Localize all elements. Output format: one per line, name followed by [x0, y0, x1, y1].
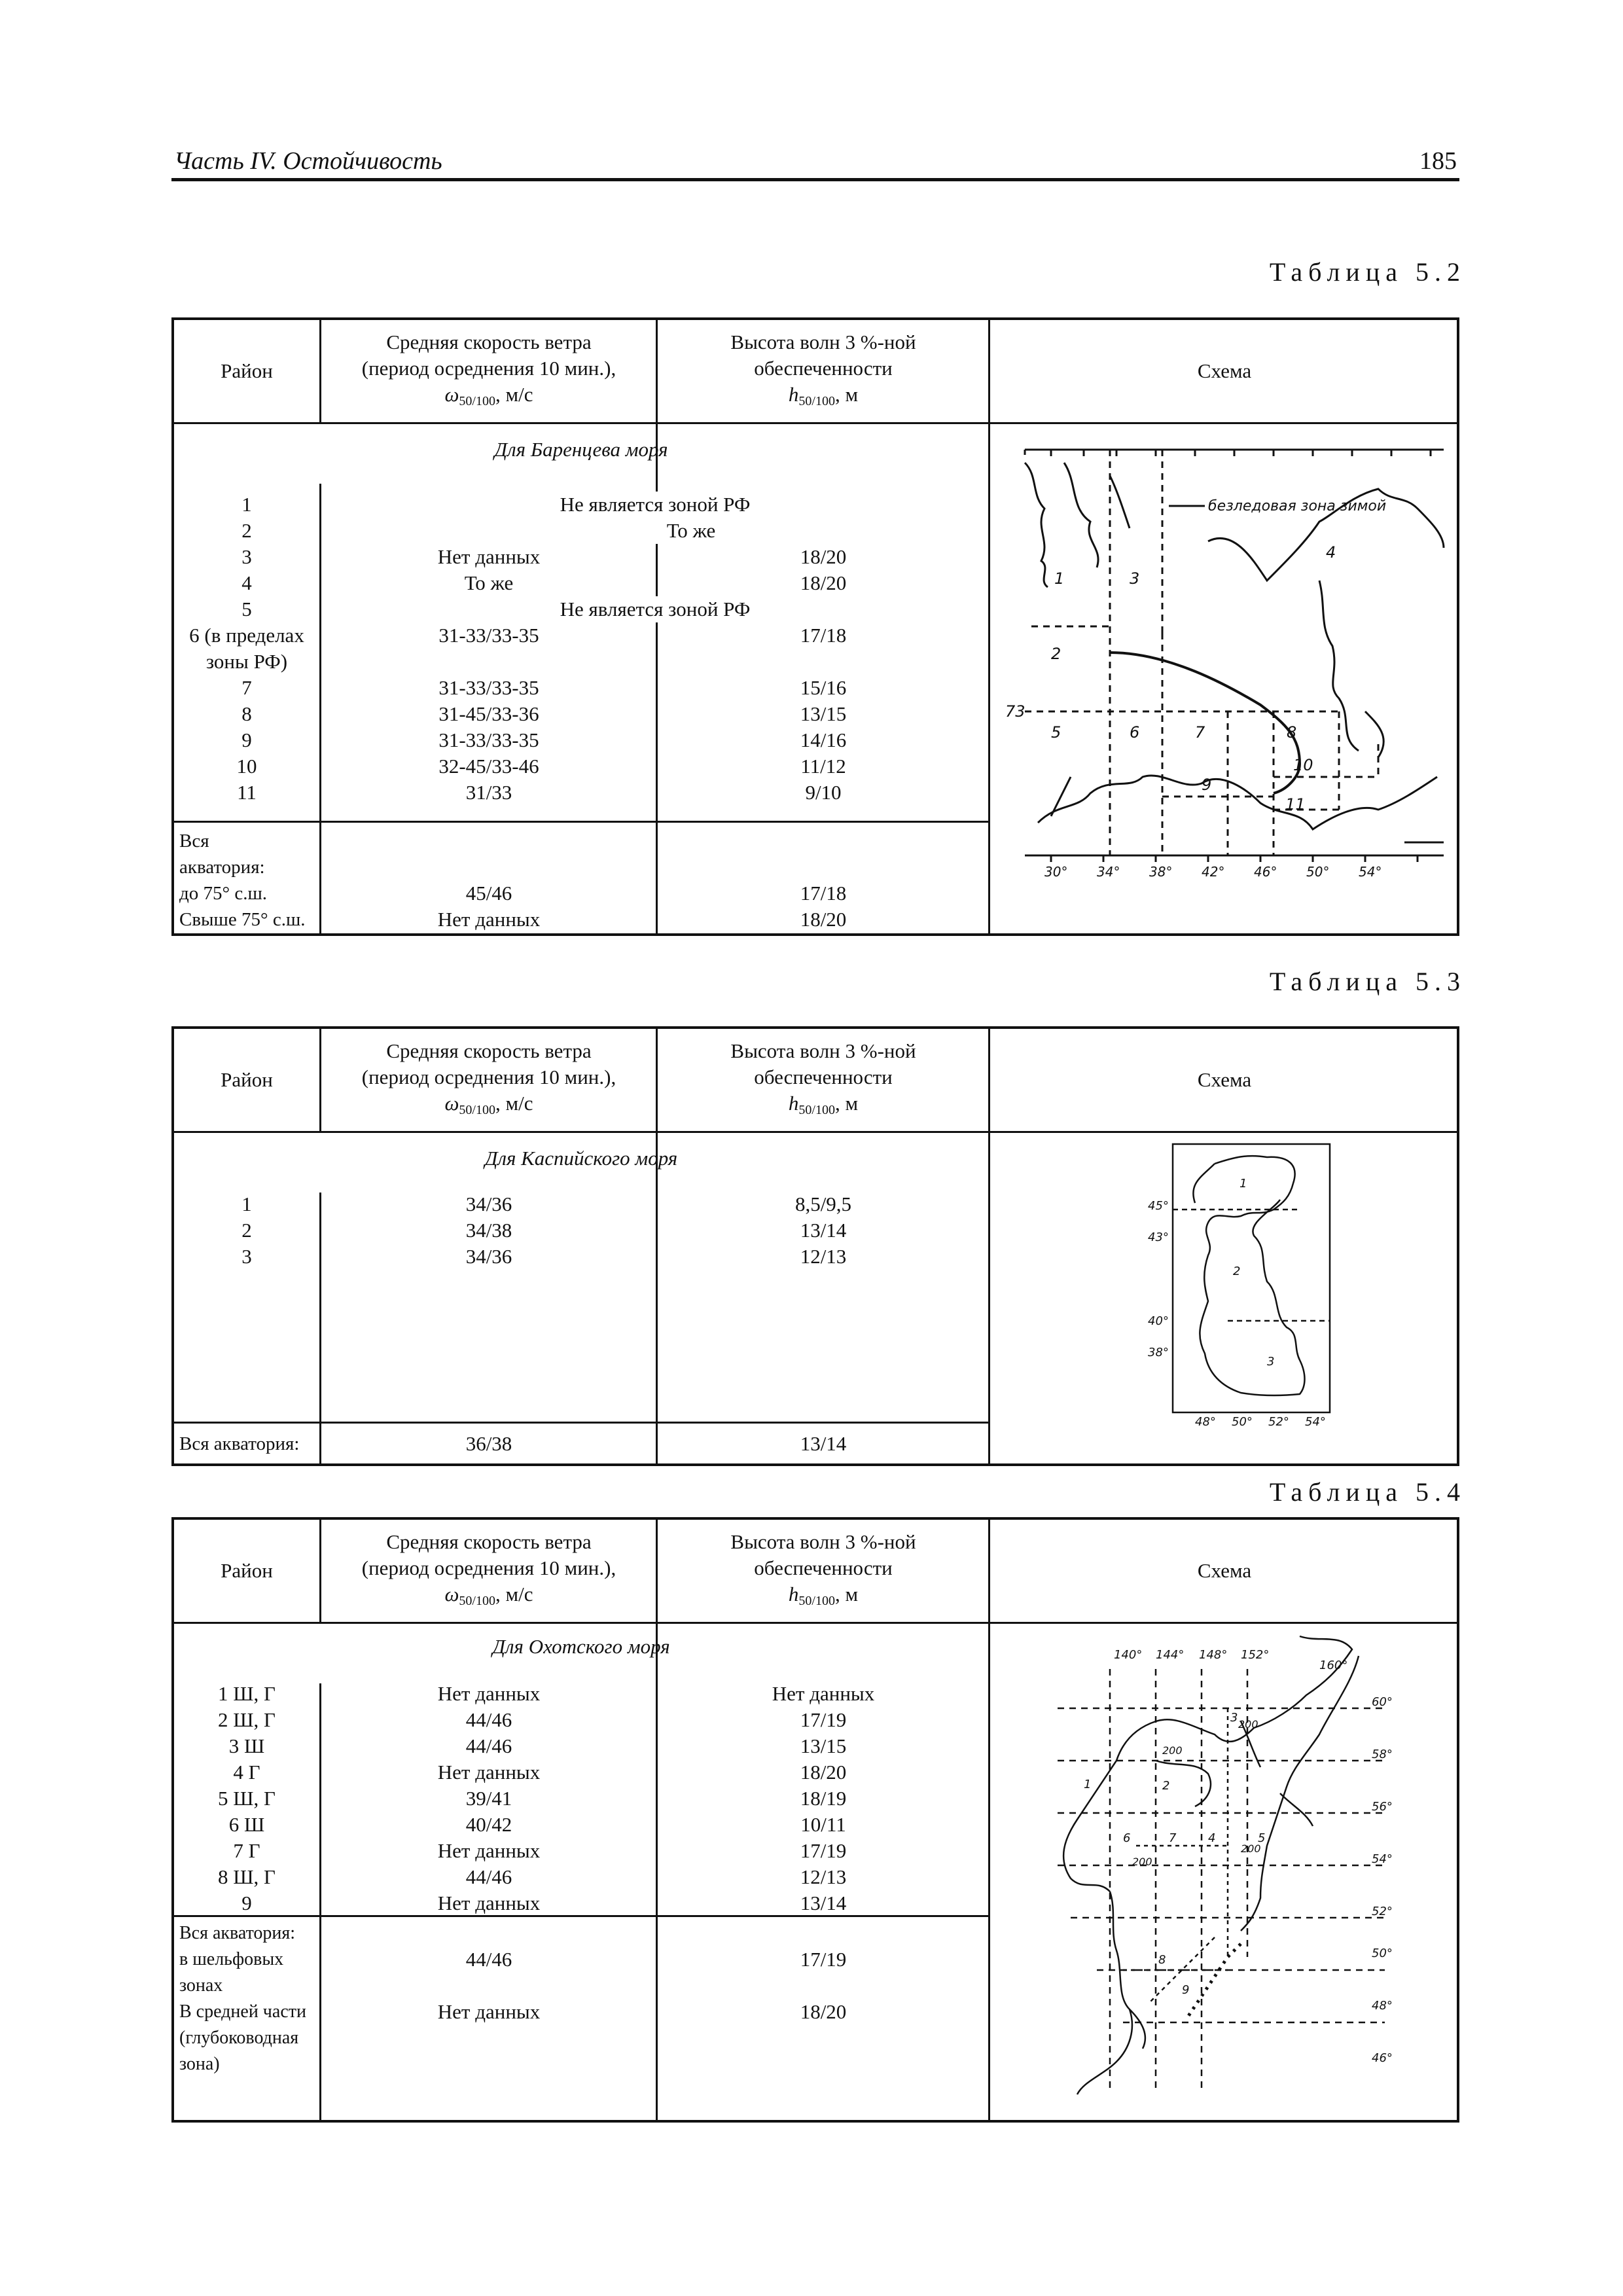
svg-text:148°: 148° [1199, 1648, 1228, 1662]
header-district: Район [221, 1559, 273, 1582]
total-label: Вся акватория: [179, 1433, 300, 1454]
svg-text:200: 200 [1241, 1842, 1261, 1855]
total-waves: 17/18 18/20 [800, 882, 847, 931]
district-column: 1 2 3 4 5 6 (в пределах зоны РФ) 7 8 9 10 11 [189, 493, 304, 804]
table-5-3 [171, 1026, 1459, 1466]
table-5-4 [171, 1517, 1459, 2123]
svg-text:6: 6 [1130, 723, 1140, 742]
row-1-span: Не является зоной РФ [322, 492, 988, 518]
svg-text:58°: 58° [1372, 1748, 1393, 1761]
caspian-sea-map [1143, 1138, 1339, 1429]
svg-text:30°: 30° [1044, 864, 1068, 880]
svg-text:54°: 54° [1305, 1415, 1326, 1429]
svg-text:200: 200 [1238, 1718, 1258, 1731]
total-waves: 13/14 [800, 1432, 847, 1455]
header-district: Район [221, 1068, 273, 1091]
header-wind: Средняя скорость ветра (период осреднения 10 мин.), $\omega_{50/100}$, м/с [361, 1530, 616, 1608]
svg-text:1: 1 [1084, 1778, 1092, 1791]
district-column: 1 2 3 [241, 1193, 252, 1268]
svg-text:8: 8 [1287, 723, 1297, 742]
svg-text:9: 9 [1202, 776, 1212, 794]
svg-text:10: 10 [1293, 756, 1313, 774]
table-5-2 [171, 317, 1459, 936]
svg-text:3: 3 [1230, 1711, 1238, 1725]
svg-text:50°: 50° [1372, 1946, 1393, 1960]
okhotsk-sea-map [1044, 1630, 1411, 2114]
svg-text:5: 5 [1051, 723, 1061, 742]
total-wind: 44/46 Нет данных [437, 1948, 541, 2023]
svg-text:54°: 54° [1359, 864, 1382, 880]
svg-text:7: 7 [1195, 723, 1205, 742]
row-5-span: Не является зоной РФ [322, 596, 988, 622]
svg-text:46°: 46° [1372, 2051, 1393, 2065]
wind-column: Нет данных То же 31-33/33-35 31-33/33-35 31-45/33-36 31-33/33-35 32-45/33-46 31/33 [437, 545, 541, 804]
svg-text:1: 1 [1054, 569, 1065, 588]
svg-text:54°: 54° [1372, 1852, 1393, 1866]
svg-text:6: 6 [1123, 1831, 1131, 1845]
svg-text:52°: 52° [1372, 1905, 1393, 1918]
svg-text:34°: 34° [1097, 864, 1120, 880]
svg-text:50°: 50° [1232, 1415, 1253, 1429]
running-title: Часть IV. Остойчивость [174, 147, 442, 175]
svg-text:200: 200 [1132, 1856, 1152, 1868]
svg-text:46°: 46° [1254, 864, 1277, 880]
header-waves: Высота волн 3 %-ной обеспеченности $h_{50/100}$, м [730, 1530, 916, 1608]
svg-text:144°: 144° [1156, 1648, 1185, 1662]
table-5-3-caption: Таблица 5.3 [1269, 967, 1466, 996]
page-number: 185 [1419, 147, 1457, 175]
total-label: Вся акватория: до 75° с.ш. Свыше 75° с.ш. [179, 831, 306, 930]
svg-text:40°: 40° [1148, 1314, 1169, 1328]
svg-text:3: 3 [1267, 1355, 1275, 1369]
header-district: Район [221, 359, 273, 382]
running-head [171, 137, 1459, 181]
wind-column: Нет данных 44/46 44/46 Нет данных 39/41 40/42 Нет данных 44/46 Нет данных [437, 1682, 541, 1914]
waves-column: 8,5/9,5 13/14 12/13 [794, 1193, 852, 1268]
sea-title: Для Охотского моря [492, 1635, 670, 1658]
svg-text:45°: 45° [1148, 1199, 1169, 1213]
svg-text:38°: 38° [1148, 1346, 1169, 1359]
svg-text:11: 11 [1285, 795, 1306, 814]
svg-text:160°: 160° [1319, 1659, 1348, 1672]
svg-text:2: 2 [1233, 1265, 1241, 1278]
svg-text:56°: 56° [1372, 1800, 1393, 1814]
svg-text:48°: 48° [1372, 1999, 1393, 2013]
svg-text:140°: 140° [1114, 1648, 1143, 1662]
svg-text:9: 9 [1182, 1983, 1190, 1997]
svg-text:38°: 38° [1149, 864, 1173, 880]
svg-text:42°: 42° [1202, 864, 1225, 880]
header-wind: Средняя скорость ветра (период осреднения 10 мин.), $\omega_{50/100}$, м/с [361, 1039, 616, 1117]
svg-text:43°: 43° [1148, 1230, 1169, 1244]
sea-title: Для Каспийского моря [484, 1147, 678, 1170]
header-scheme: Схема [1197, 1068, 1252, 1091]
svg-text:безледовая зона зимой: безледовая зона зимой [1208, 498, 1387, 514]
header-scheme: Схема [1197, 1559, 1252, 1582]
svg-text:4: 4 [1208, 1831, 1216, 1845]
header-scheme: Схема [1197, 359, 1252, 382]
table-5-4-caption: Таблица 5.4 [1269, 1477, 1466, 1507]
wind-column: 34/36 34/38 34/36 [465, 1193, 512, 1268]
total-wind: 45/46 Нет данных [437, 882, 541, 931]
svg-text:50°: 50° [1306, 864, 1330, 880]
waves-column: 18/20 18/20 17/18 15/16 13/15 14/16 11/12 9/10 [800, 545, 847, 804]
waves-column: Нет данных 17/19 13/15 18/20 18/19 10/11 17/19 12/13 13/14 [772, 1682, 875, 1914]
svg-text:52°: 52° [1268, 1415, 1289, 1429]
svg-text:152°: 152° [1241, 1648, 1270, 1662]
svg-text:5: 5 [1258, 1831, 1266, 1845]
svg-text:60°: 60° [1372, 1695, 1393, 1709]
header-wind: Средняя скорость ветра (период осреднения 10 мин.), $\omega_{50/100}$, м/с [361, 331, 616, 408]
sea-title: Для Баренцева моря [494, 438, 668, 461]
svg-text:2: 2 [1051, 645, 1061, 663]
svg-text:48°: 48° [1195, 1415, 1216, 1429]
svg-text:73: 73 [1005, 702, 1026, 721]
svg-text:8: 8 [1158, 1953, 1166, 1967]
header-waves: Высота волн 3 %-ной обеспеченности $h_{50/100}$, м [730, 1039, 916, 1117]
svg-text:1: 1 [1240, 1177, 1247, 1191]
total-waves: 17/19 18/20 [800, 1948, 847, 2023]
svg-text:7: 7 [1169, 1831, 1177, 1845]
svg-text:2: 2 [1162, 1779, 1170, 1793]
table-5-2-caption: Таблица 5.2 [1269, 257, 1466, 287]
row-2-span: То же [322, 518, 988, 544]
barents-sea-map [1005, 437, 1457, 882]
total-label: Вся акватория: в шельфовых зонах В средней части (глубоководная зона) [179, 1923, 306, 2074]
district-column: 1 Ш, Г 2 Ш, Г 3 Ш 4 Г 5 Ш, Г 6 Ш 7 Г 8 Ш, Г 9 [218, 1682, 276, 1914]
total-wind: 36/38 [465, 1432, 512, 1455]
header-waves: Высота волн 3 %-ной обеспеченности $h_{50/100}$, м [730, 331, 916, 408]
svg-text:4: 4 [1326, 543, 1336, 562]
svg-text:200: 200 [1162, 1744, 1183, 1757]
svg-text:3: 3 [1130, 569, 1140, 588]
